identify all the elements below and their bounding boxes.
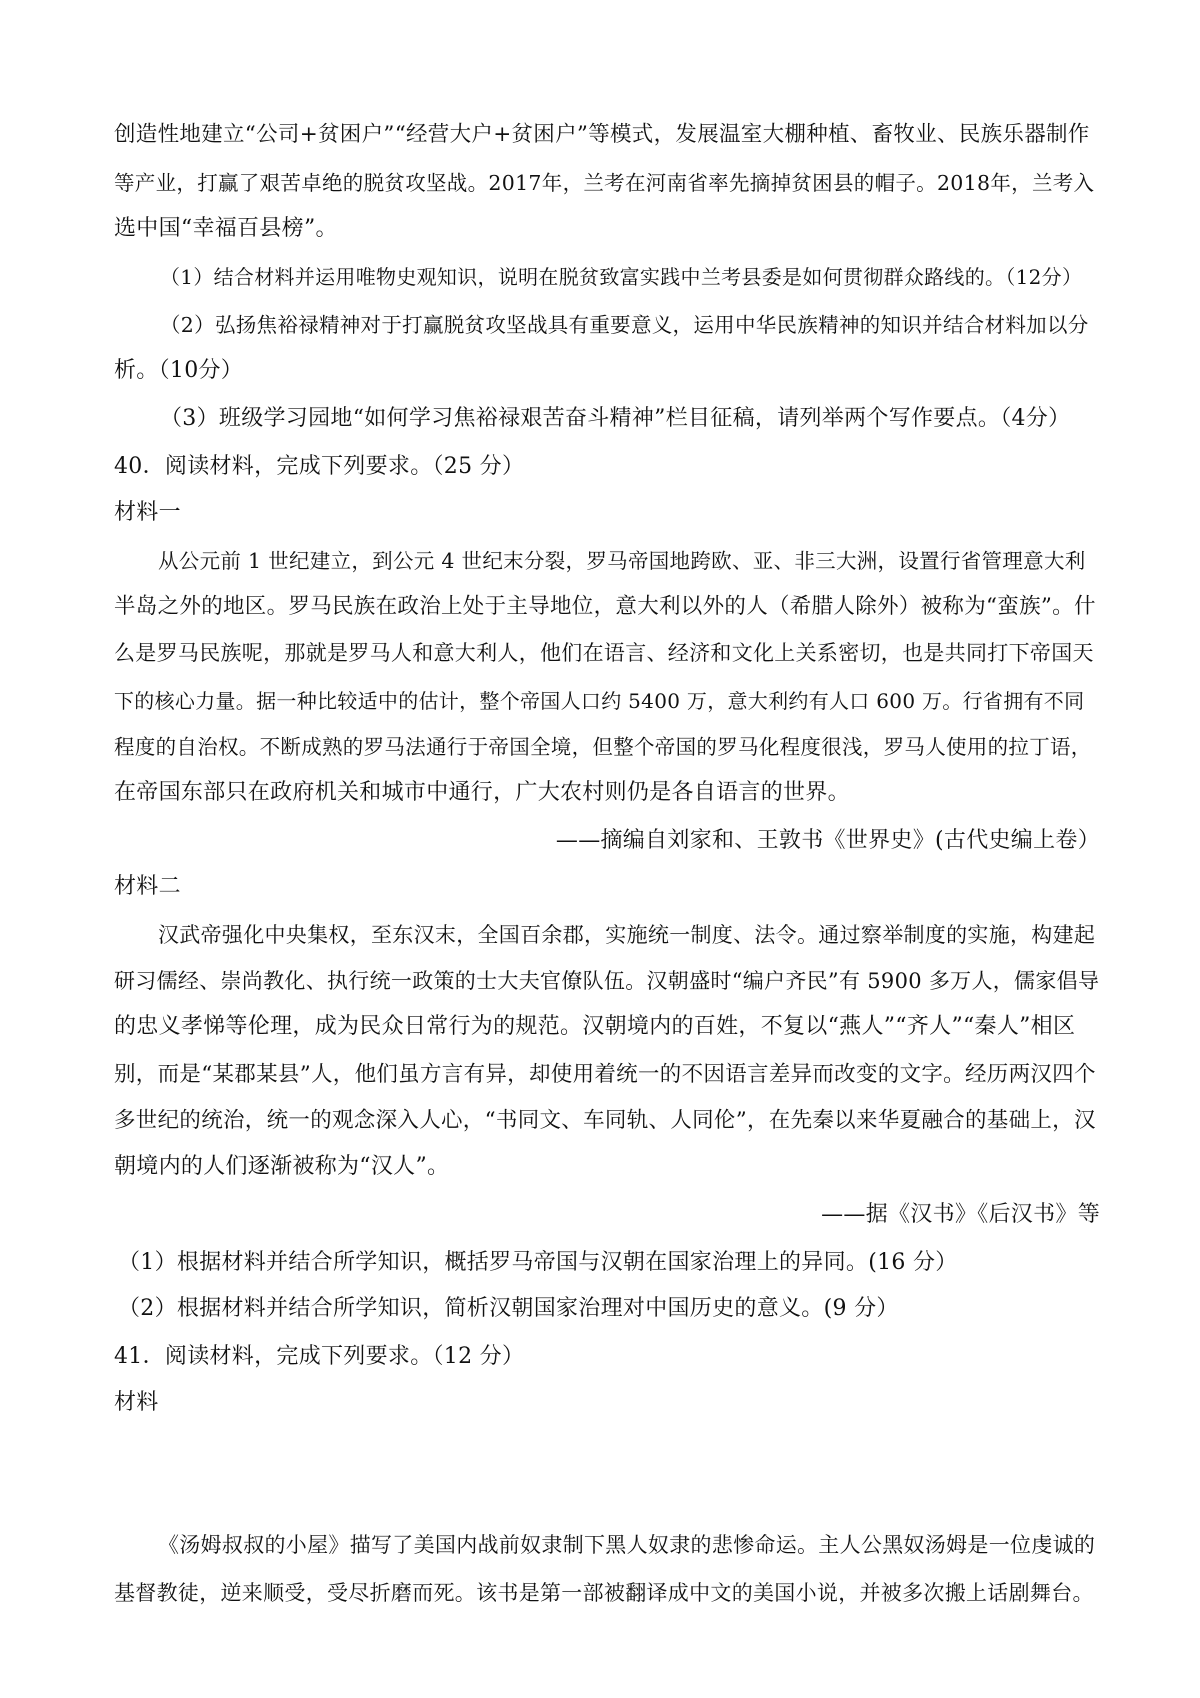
question-39-3: （3）班级学习园地“如何学习焦裕禄艰苦奋斗精神”栏目征稿，请列举两个写作要点。（4分） bbox=[160, 406, 1071, 431]
question-40-2: （2）根据材料并结合所学知识，简析汉朝国家治理对中国历史的意义。(9 分） bbox=[118, 1296, 899, 1321]
body-text-line: 创造性地建立“公司+贫困户”“经营大户+贫困户”等模式，发展温室大棚种植、畜牧业、民族乐器制作 bbox=[114, 122, 1090, 147]
material-text-line: 半岛之外的地区。罗马民族在政治上处于主导地位，意大利以外的人（希腊人除外）被称为“蛮族”。什 bbox=[114, 594, 1096, 619]
material-text-line: 基督教徒，逆来顺受，受尽折磨而死。该书是第一部被翻译成中文的美国小说，并被多次搬上话剧舞台。 bbox=[114, 1581, 1094, 1605]
question-39-2: （2）弘扬焦裕禄精神对于打赢脱贫攻坚战具有重要意义，运用中华民族精神的知识并结合材料加以分 bbox=[160, 313, 1089, 337]
material-text-line: 下的核心力量。据一种比较适中的估计，整个帝国人口约 5400 万，意大利约有人口 600 万。行省拥有不同 bbox=[114, 689, 1085, 713]
material-text-line: 的忠义孝悌等伦理，成为民众日常行为的规范。汉朝境内的百姓，不复以“燕人”“齐人”“秦人”相区 bbox=[114, 1014, 1076, 1039]
source-citation: ——摘编自刘家和、王敦书《世界史》(古代史编上卷） bbox=[555, 828, 1100, 853]
body-text-line: 等产业，打赢了艰苦卓绝的脱贫攻坚战。2017年，兰考在河南省率先摘掉贫困县的帽子。2018年，兰考入 bbox=[114, 171, 1095, 195]
question-41-heading: 41．阅读材料，完成下列要求。（12 分） bbox=[114, 1344, 525, 1369]
material-2-label: 材料二 bbox=[114, 874, 181, 899]
question-40-heading: 40．阅读材料，完成下列要求。（25 分） bbox=[114, 454, 525, 479]
material-text-line: 研习儒经、崇尚教化、执行统一政策的士大夫官僚队伍。汉朝盛时“编户齐民”有 5900 多万人，儒家倡导 bbox=[114, 969, 1100, 993]
material-text-line: 在帝国东部只在政府机关和城市中通行，广大农村则仍是各自语言的世界。 bbox=[114, 780, 850, 805]
body-text-line: 选中国“幸福百县榜”。 bbox=[114, 216, 338, 241]
material-text-line: 汉武帝强化中央集权，至东汉末，全国百余郡，实施统一制度、法令。通过察举制度的实施，构建起 bbox=[158, 923, 1096, 947]
material-text-line: 么是罗马民族呢，那就是罗马人和意大利人，他们在语言、经济和文化上关系密切，也是共同打下帝国天 bbox=[114, 641, 1094, 665]
material-1-label: 材料一 bbox=[114, 500, 181, 525]
question-39-1: （1）结合材料并运用唯物史观知识，说明在脱贫致富实践中兰考县委是如何贯彻群众路线的。（12分） bbox=[160, 265, 1083, 289]
material-text-line: 多世纪的统治，统一的观念深入人心，“书同文、车同轨、人同伦”，在先秦以来华夏融合的基础上，汉 bbox=[114, 1108, 1096, 1133]
material-text-line: 朝境内的人们逐渐被称为“汉人”。 bbox=[114, 1154, 450, 1179]
material-text-line: 从公元前 1 世纪建立，到公元 4 世纪末分裂，罗马帝国地跨欧、亚、非三大洲，设置行省管理意大利 bbox=[158, 549, 1086, 573]
body-text-line: 析。（10分） bbox=[114, 358, 244, 383]
material-text-line: 《汤姆叔叔的小屋》描写了美国内战前奴隶制下黑人奴隶的悲惨命运。主人公黑奴汤姆是一位虔诚的 bbox=[158, 1533, 1096, 1557]
material-text-line: 程度的自治权。不断成熟的罗马法通行于帝国全境，但整个帝国的罗马化程度很浅，罗马人使用的拉丁语， bbox=[114, 735, 1092, 759]
material-text-line: 别，而是“某郡某县”人，他们虽方言有异，却使用着统一的不因语言差异而改变的文字。经历两汉四个 bbox=[114, 1062, 1096, 1087]
source-citation: ——据《汉书》《后汉书》等 bbox=[821, 1202, 1100, 1227]
question-40-1: （1）根据材料并结合所学知识，概括罗马帝国与汉朝在国家治理上的异同。(16 分） bbox=[118, 1250, 958, 1275]
material-label: 材料 bbox=[114, 1390, 159, 1415]
